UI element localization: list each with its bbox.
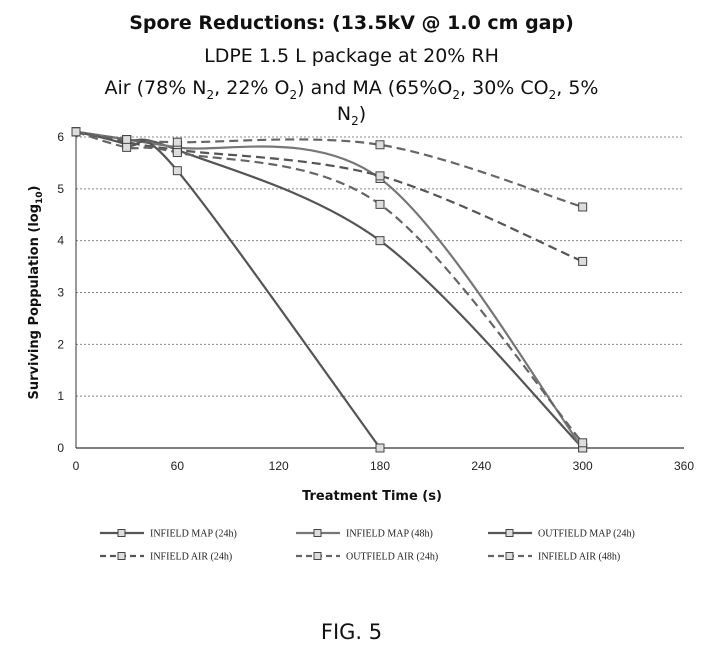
legend-label-5: OUTFIELD AIR (24h) xyxy=(346,551,439,563)
legend-marker-5 xyxy=(314,553,321,560)
x-axis-label: Treatment Time (s) xyxy=(302,489,442,504)
x-tick-label-60: 60 xyxy=(170,459,185,473)
legend-label-4: INFIELD AIR (24h) xyxy=(150,551,233,563)
series-6-point-1 xyxy=(72,128,80,136)
y-axis-label: Surviving Poppulation $(\log_{10})$ xyxy=(27,185,45,400)
legend-marker-1 xyxy=(118,530,125,537)
series-6-point-5 xyxy=(579,439,587,447)
chart-subtitle-package: LDPE 1.5 L package at 20% RH xyxy=(204,45,499,67)
legend-marker-3 xyxy=(506,530,513,537)
x-tick-label-180: 180 xyxy=(369,459,391,473)
legend-label-1: INFIELD MAP (24h) xyxy=(150,528,237,540)
series-4-point-4 xyxy=(376,172,384,180)
x-tick-label-300: 300 xyxy=(572,459,593,473)
y-tick-label-3: 3 xyxy=(57,285,64,300)
series-1-point-4 xyxy=(376,237,384,245)
series-line-3 xyxy=(76,132,380,448)
x-tick-label-360: 360 xyxy=(673,459,695,473)
legend-label-3: OUTFIELD MAP (24h) xyxy=(538,528,635,540)
figure-label: FIG. 5 xyxy=(320,620,383,644)
series-6-point-3 xyxy=(173,149,181,157)
x-tick-label-120: 120 xyxy=(268,459,289,473)
y-tick-label-0: 0 xyxy=(57,441,64,455)
series-6-point-2 xyxy=(123,143,131,151)
legend-marker-2 xyxy=(314,530,321,537)
series-5-point-5 xyxy=(579,203,587,211)
legend-label-6: INFIELD AIR (48h) xyxy=(538,551,621,563)
series-lines xyxy=(72,128,587,452)
series-3-point-4 xyxy=(376,444,384,452)
x-tick-label-0: 0 xyxy=(72,459,80,473)
legend-marker-4 xyxy=(118,553,125,560)
series-5-point-2 xyxy=(123,136,131,144)
x-tick-label-240: 240 xyxy=(471,459,492,473)
legend-marker-6 xyxy=(506,553,513,560)
y-tick-label-6: 6 xyxy=(57,130,64,144)
y-tick-label-1: 1 xyxy=(57,389,64,404)
chart-subtitle-gas: Air (78% $N_2$, 22% $O_2$) and MA ($65\%O_2$, 30% $CO_2$, 5% xyxy=(104,77,599,102)
series-6-point-4 xyxy=(376,200,384,208)
legend xyxy=(100,529,635,563)
series-5-point-3 xyxy=(173,138,181,146)
y-tick-label-2: 2 xyxy=(57,337,64,352)
legend-label-2: INFIELD MAP (48h) xyxy=(346,528,433,540)
chart-title: Spore Reductions: (13.5kV @ 1.0 cm gap) xyxy=(129,12,574,34)
series-4-point-5 xyxy=(579,257,587,265)
chart-subtitle-gas-cont: $N_2$) xyxy=(336,103,367,128)
series-3-point-3 xyxy=(173,167,181,175)
y-tick-label-5: 5 xyxy=(57,181,64,196)
series-line-4 xyxy=(76,132,583,262)
series-5-point-4 xyxy=(376,141,384,149)
y-tick-label-4: 4 xyxy=(57,233,64,248)
